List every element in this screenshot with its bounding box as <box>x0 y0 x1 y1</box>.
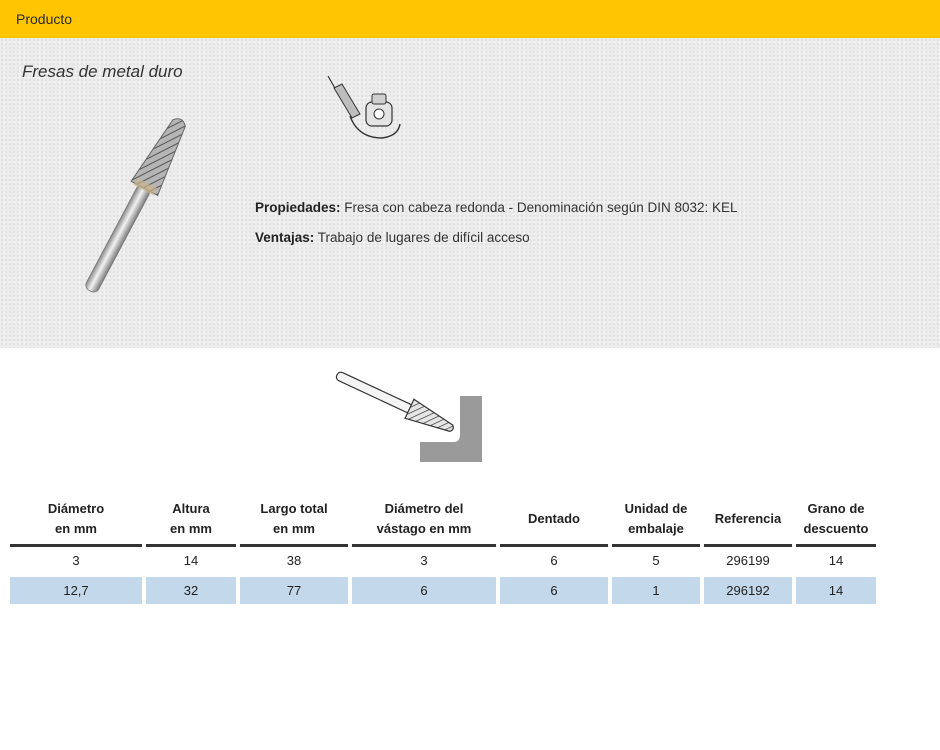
col-header-grano-descuento: Grano de descuento <box>796 494 876 547</box>
cell-altura: 14 <box>183 553 199 568</box>
cell-altura: 32 <box>146 577 236 604</box>
cell-diametro: 3 <box>72 553 80 568</box>
cell-grano-descuento: 14 <box>796 577 876 604</box>
advantages-text: Trabajo de lugares de difícil acceso <box>317 230 530 245</box>
spec-table <box>6 494 880 604</box>
header-title: Producto <box>16 11 73 27</box>
cell-unidad-embalaje: 1 <box>612 577 700 604</box>
cell-referencia: 296192 <box>704 577 792 604</box>
cell-largo-total: 38 <box>286 553 302 568</box>
cell-unidad-embalaje: 5 <box>652 553 660 568</box>
table-row <box>10 577 876 604</box>
properties-line <box>255 200 738 215</box>
product-hero <box>0 38 940 348</box>
cell-diametro-vastago: 3 <box>420 553 428 568</box>
col-header-largo-total: Largo total en mm <box>240 494 348 547</box>
cell-diametro-vastago: 6 <box>352 577 496 604</box>
properties-text: Fresa con cabeza redonda - Denominación según DIN 8032: KEL <box>344 200 738 215</box>
col-header-unidad-embalaje: Unidad de embalaje <box>612 494 700 547</box>
top-bar <box>0 0 940 38</box>
properties-label: Propiedades: <box>255 200 341 215</box>
col-header-diametro-vastago: Diámetro del vástago en mm <box>352 494 496 547</box>
cell-referencia: 296199 <box>726 553 770 568</box>
cell-dentado: 6 <box>550 553 558 568</box>
cell-diametro: 12,7 <box>10 577 142 604</box>
col-header-referencia: Referencia <box>704 494 792 547</box>
rotary-tool-icon <box>322 72 412 152</box>
col-header-dentado: Dentado <box>500 494 608 547</box>
usage-illustration <box>330 368 490 468</box>
table-row <box>10 547 876 574</box>
cell-grano-descuento: 14 <box>828 553 844 568</box>
advantages-label: Ventajas: <box>255 230 315 245</box>
table-header-row <box>10 494 876 547</box>
product-title: Fresas de metal duro <box>22 62 183 81</box>
advantages-line <box>255 230 530 245</box>
carbide-burr-image <box>50 106 220 306</box>
cell-dentado: 6 <box>500 577 608 604</box>
col-header-altura: Altura en mm <box>146 494 236 547</box>
cell-largo-total: 77 <box>240 577 348 604</box>
col-header-diametro: Diámetro en mm <box>10 494 142 547</box>
